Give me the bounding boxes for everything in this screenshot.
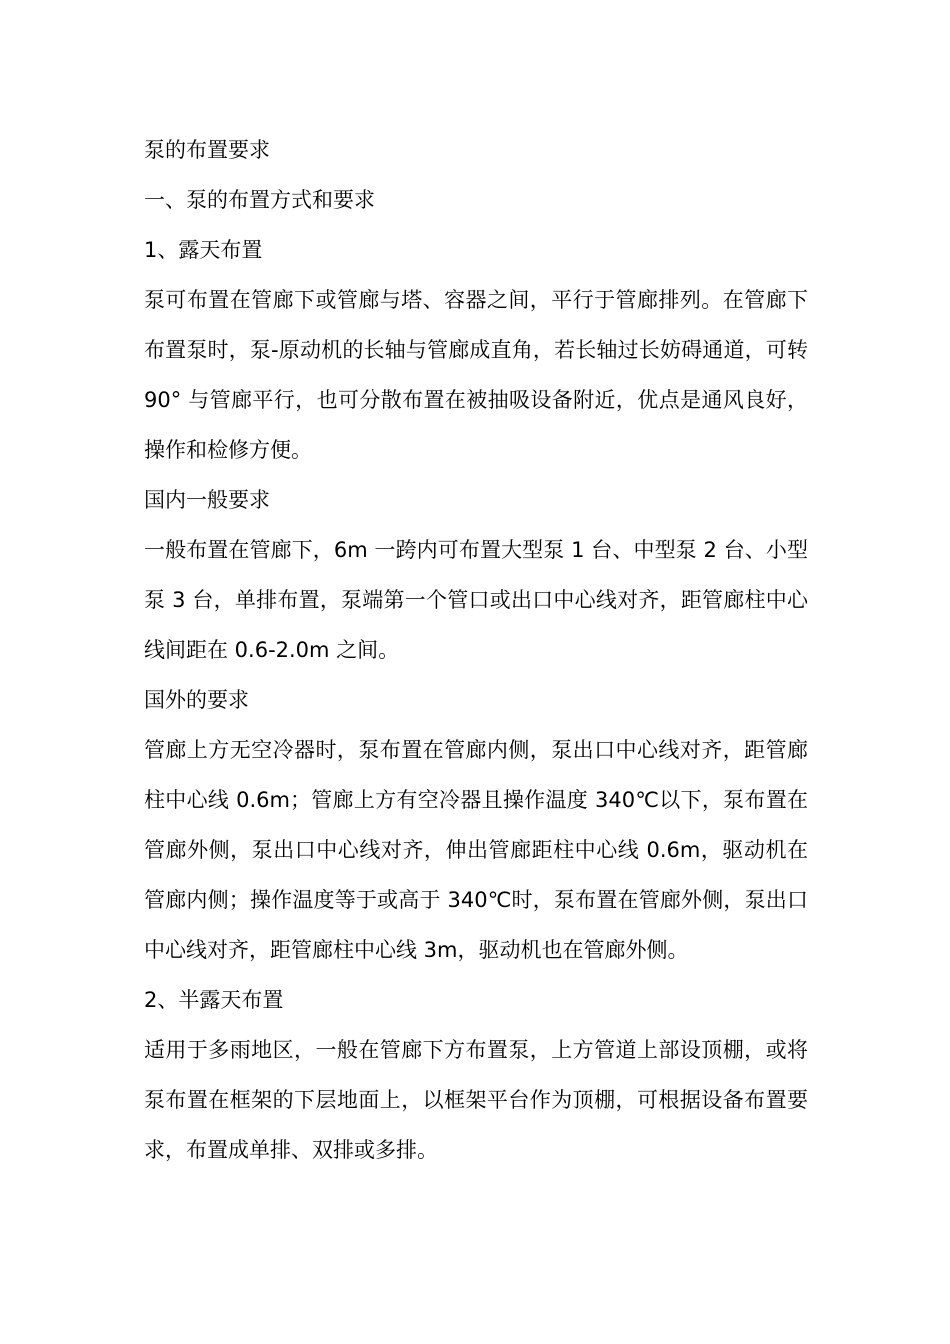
paragraph-foreign-requirements: 管廊上方无空冷器时，泵布置在管廊内侧，泵出口中心线对齐，距管廊柱中心线 0.6m；管廊上方有空冷器且操作温度 340℃以下，泵布置在管廊外侧，泵出口中心线对齐，伸出管廊距柱中心线 0.6m，驱动机在管廊内侧；操作温度等于或高于 340℃时，泵布置在管廊外侧，泵出口中心线对齐，距管廊柱中心线 3m，驱动机也在管廊外侧。 <box>144 738 808 962</box>
section-heading-layout-methods: 一、泵的布置方式和要求 <box>144 188 375 212</box>
subheading-domestic-requirements: 国内一般要求 <box>144 488 270 512</box>
paragraph-semi-open-layout: 适用于多雨地区，一般在管廊下方布置泵，上方管道上部设顶棚，或将泵布置在框架的下层地面上，以框架平台作为顶棚，可根据设备布置要求，布置成单排、双排或多排。 <box>144 1038 808 1162</box>
subheading-open-air-layout: 1、露天布置 <box>144 238 263 262</box>
paragraph-domestic-requirements: 一般布置在管廊下，6m 一跨内可布置大型泵 1 台、中型泵 2 台、小型泵 3 台，单排布置，泵端第一个管口或出口中心线对齐，距管廊柱中心线间距在 0.6-2.0m 之间。 <box>144 538 808 662</box>
paragraph-open-air-layout: 泵可布置在管廊下或管廊与塔、容器之间，平行于管廊排列。在管廊下布置泵时，泵-原动机的长轴与管廊成直角，若长轴过长妨碍通道，可转 90° 与管廊平行，也可分散布置在被抽吸设备附近，优点是通风良好，操作和检修方便。 <box>144 288 808 462</box>
subheading-foreign-requirements: 国外的要求 <box>144 688 249 712</box>
document-body <box>144 125 808 1175</box>
subheading-semi-open-layout: 2、半露天布置 <box>144 988 284 1012</box>
document-title: 泵的布置要求 <box>144 138 270 162</box>
